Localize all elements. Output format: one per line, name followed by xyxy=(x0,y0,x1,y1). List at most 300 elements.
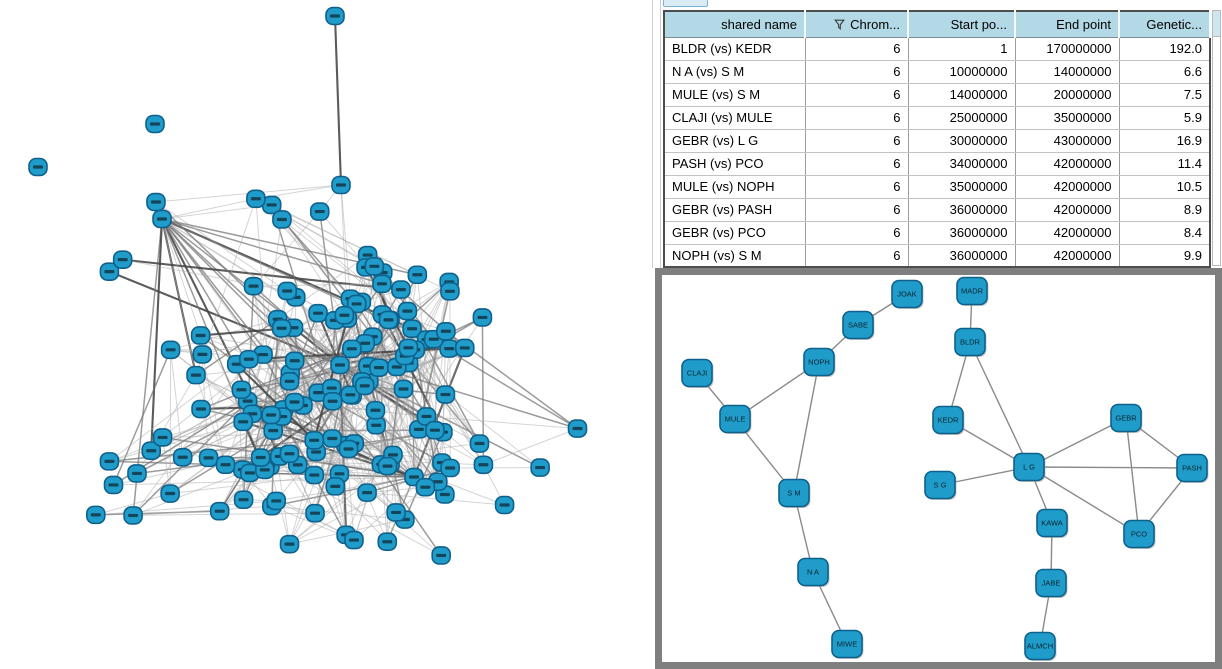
edge-table-panel xyxy=(661,0,1222,268)
network-node[interactable] xyxy=(105,476,123,493)
network-node[interactable] xyxy=(217,456,235,473)
cell-value[interactable]: 30000000 xyxy=(908,129,1015,152)
cell-value[interactable]: 35000000 xyxy=(1015,106,1119,129)
cell-value[interactable]: 6 xyxy=(805,175,908,198)
network-node[interactable] xyxy=(161,485,179,502)
cell-value[interactable]: 6 xyxy=(805,244,908,267)
column-header-chrom-[interactable] xyxy=(805,11,908,37)
panel-splitter[interactable] xyxy=(652,0,661,268)
node-label-smudge xyxy=(396,288,406,291)
network-node[interactable] xyxy=(114,251,132,268)
network-node[interactable] xyxy=(278,282,296,299)
network-node[interactable] xyxy=(286,352,304,369)
network-node[interactable] xyxy=(162,341,180,358)
cell-shared-name[interactable]: GEBR (vs) L G xyxy=(664,129,805,152)
cell-value[interactable]: 35000000 xyxy=(908,175,1015,198)
network-node[interactable] xyxy=(273,320,291,337)
cell-value[interactable]: 43000000 xyxy=(1015,129,1119,152)
column-header-label: shared name xyxy=(721,16,797,32)
network-node[interactable] xyxy=(331,357,349,374)
network-node[interactable] xyxy=(234,413,252,430)
network-node[interactable] xyxy=(345,532,363,549)
column-header-end-point[interactable] xyxy=(1015,11,1119,37)
cell-value[interactable]: 6 xyxy=(805,198,908,221)
node-label-smudge xyxy=(460,346,470,349)
node-label-smudge xyxy=(256,456,266,459)
node-label-smudge xyxy=(388,453,398,456)
table-row[interactable] xyxy=(664,83,1210,106)
node-label-smudge xyxy=(414,428,424,431)
table-row[interactable] xyxy=(664,175,1210,198)
node-label-smudge xyxy=(238,420,248,423)
network-node[interactable] xyxy=(474,456,492,473)
network-node[interactable] xyxy=(281,373,299,390)
cell-value[interactable]: 34000000 xyxy=(908,152,1015,175)
network-node[interactable] xyxy=(356,377,374,394)
network-node[interactable] xyxy=(426,422,444,439)
node-label-smudge xyxy=(311,450,321,453)
cell-value[interactable]: 6 xyxy=(805,60,908,83)
cell-value[interactable]: 36000000 xyxy=(908,244,1015,267)
network-node[interactable] xyxy=(779,480,811,509)
network-node[interactable] xyxy=(682,360,714,389)
node-label: MULE xyxy=(724,414,746,424)
node-label-smudge xyxy=(290,400,300,403)
node-label-smudge xyxy=(293,463,303,466)
edge-attribute-table xyxy=(663,10,1211,268)
network-node[interactable] xyxy=(100,453,118,470)
cell-value[interactable]: 36000000 xyxy=(908,221,1015,244)
network-node[interactable] xyxy=(1036,570,1068,599)
node-label-smudge xyxy=(383,465,393,468)
node-label-smudge xyxy=(327,386,337,389)
node-label-smudge xyxy=(573,427,583,430)
network-node[interactable] xyxy=(366,402,384,419)
node-label-smudge xyxy=(441,330,451,333)
node-label-smudge xyxy=(336,183,346,186)
table-row[interactable] xyxy=(664,152,1210,175)
node-label-smudge xyxy=(266,413,276,416)
node-label-smudge xyxy=(260,468,270,471)
node-label-smudge xyxy=(315,210,325,213)
vertical-scrollbar[interactable] xyxy=(1212,10,1221,266)
column-header-label: Chrom... xyxy=(850,16,900,32)
network-node[interactable] xyxy=(128,465,146,482)
cell-shared-name[interactable]: GEBR (vs) PCO xyxy=(664,221,805,244)
node-label-smudge xyxy=(150,122,160,125)
network-node[interactable] xyxy=(569,420,587,437)
node-label-smudge xyxy=(440,393,450,396)
cell-value[interactable]: 192.0 xyxy=(1119,37,1210,60)
network-node[interactable] xyxy=(392,281,410,298)
network-node[interactable] xyxy=(124,507,142,524)
network-node[interactable] xyxy=(1014,454,1046,483)
node-label-smudge xyxy=(166,348,176,351)
network-node[interactable] xyxy=(470,435,488,452)
node-label-smudge xyxy=(191,374,201,377)
node-label: GEBR xyxy=(1115,413,1137,423)
cell-value[interactable]: 7.5 xyxy=(1119,83,1210,106)
network-node[interactable] xyxy=(1037,510,1069,539)
cell-value[interactable]: 42000000 xyxy=(1015,152,1119,175)
node-label-smudge xyxy=(268,429,278,432)
network-node[interactable] xyxy=(441,283,459,300)
node-label-smudge xyxy=(249,285,259,288)
network-node[interactable] xyxy=(387,504,405,521)
node-label: L G xyxy=(1023,462,1035,472)
node-label-smudge xyxy=(339,314,349,317)
network-node[interactable] xyxy=(87,506,105,523)
table-row[interactable] xyxy=(664,37,1210,60)
node-label-smudge xyxy=(104,460,114,463)
network-edge[interactable] xyxy=(151,219,162,451)
node-label-smudge xyxy=(334,472,344,475)
node-label-smudge xyxy=(277,327,287,330)
network-node[interactable] xyxy=(798,559,830,588)
cell-value[interactable]: 10000000 xyxy=(908,60,1015,83)
cell-shared-name[interactable]: MULE (vs) NOPH xyxy=(664,175,805,198)
cell-shared-name[interactable]: MULE (vs) S M xyxy=(664,83,805,106)
node-label: PASH xyxy=(1182,463,1202,473)
network-node[interactable] xyxy=(192,327,210,344)
network-node[interactable] xyxy=(933,407,965,436)
node-label-smudge xyxy=(412,273,422,276)
network-node[interactable] xyxy=(843,312,875,341)
node-label: S G xyxy=(933,480,947,490)
node-label: NOPH xyxy=(808,357,830,367)
node-label: KAWA xyxy=(1041,518,1063,528)
node-label-smudge xyxy=(151,200,161,203)
node-label-smudge xyxy=(328,400,338,403)
node-label-smudge xyxy=(128,514,138,517)
node-label-smudge xyxy=(244,358,254,361)
cell-value[interactable]: 170000000 xyxy=(1015,37,1119,60)
node-label-smudge xyxy=(104,270,114,273)
cell-shared-name[interactable]: BLDR (vs) KEDR xyxy=(664,37,805,60)
network-node[interactable] xyxy=(211,503,229,520)
network-node[interactable] xyxy=(240,351,258,368)
node-label-smudge xyxy=(146,449,156,452)
subnetwork-canvas-bg xyxy=(662,275,1215,662)
node-label-smudge xyxy=(243,400,253,403)
cell-value[interactable]: 6 xyxy=(805,83,908,106)
cell-value[interactable]: 16.9 xyxy=(1119,129,1210,152)
network-node[interactable] xyxy=(804,349,836,378)
node-label-smudge xyxy=(429,338,439,341)
node-label-smudge xyxy=(91,513,101,516)
node-label-smudge xyxy=(132,472,142,475)
cell-value[interactable]: 10.5 xyxy=(1119,175,1210,198)
node-label-smudge xyxy=(33,165,43,168)
network-node[interactable] xyxy=(267,492,285,509)
network-edge[interactable] xyxy=(794,362,819,493)
column-header-label: End point xyxy=(1056,16,1111,32)
node-label-smudge xyxy=(327,437,337,440)
network-node[interactable] xyxy=(380,311,398,328)
node-label-smudge xyxy=(402,309,412,312)
table-row[interactable] xyxy=(664,221,1210,244)
network-node[interactable] xyxy=(531,459,549,476)
table-row[interactable] xyxy=(664,244,1210,267)
node-label-smudge xyxy=(157,217,167,220)
node-label-smudge xyxy=(369,265,379,268)
cell-value[interactable]: 14000000 xyxy=(908,83,1015,106)
network-node[interactable] xyxy=(473,309,491,326)
node-label-smudge xyxy=(221,463,231,466)
network-node[interactable] xyxy=(892,281,924,310)
cell-shared-name[interactable]: GEBR (vs) PASH xyxy=(664,198,805,221)
node-label-smudge xyxy=(391,511,401,514)
cell-value[interactable]: 6 xyxy=(805,152,908,175)
network-node[interactable] xyxy=(496,496,514,513)
cell-value[interactable]: 8.9 xyxy=(1119,198,1210,221)
node-label-smudge xyxy=(436,554,446,557)
subnetwork-panel xyxy=(655,268,1222,669)
network-node[interactable] xyxy=(358,484,376,501)
network-node[interactable] xyxy=(379,458,397,475)
cell-shared-name[interactable]: N A (vs) S M xyxy=(664,60,805,83)
node-label-smudge xyxy=(444,347,454,350)
table-scroll-tab[interactable] xyxy=(663,0,708,7)
network-node[interactable] xyxy=(441,460,459,477)
network-edge[interactable] xyxy=(970,342,1029,467)
node-label-smudge xyxy=(409,475,419,478)
network-node[interactable] xyxy=(146,116,164,133)
node-label-smudge xyxy=(284,452,294,455)
cell-value[interactable]: 36000000 xyxy=(908,198,1015,221)
network-node[interactable] xyxy=(286,394,304,411)
network-node[interactable] xyxy=(280,445,298,462)
node-label-smudge xyxy=(371,424,381,427)
network-node[interactable] xyxy=(252,449,270,466)
node-label-smudge xyxy=(196,407,206,410)
column-header-start-po-[interactable] xyxy=(908,11,1015,37)
network-node[interactable] xyxy=(340,441,358,458)
node-label-smudge xyxy=(363,253,373,256)
column-header-shared-name[interactable] xyxy=(664,11,805,37)
cell-value[interactable]: 25000000 xyxy=(908,106,1015,129)
cell-value[interactable]: 6.6 xyxy=(1119,60,1210,83)
network-edge[interactable] xyxy=(335,16,341,185)
network-node[interactable] xyxy=(720,406,752,435)
table-row[interactable] xyxy=(664,106,1210,129)
node-label-smudge xyxy=(330,485,340,488)
cell-value[interactable]: 5.9 xyxy=(1119,106,1210,129)
node-label-smudge xyxy=(196,334,206,337)
network-node[interactable] xyxy=(247,190,265,207)
network-node[interactable] xyxy=(281,536,299,553)
scrollbar-corner xyxy=(1213,11,1220,37)
cell-value[interactable]: 6 xyxy=(805,106,908,129)
node-label-smudge xyxy=(349,538,359,541)
network-node[interactable] xyxy=(408,266,426,283)
node-label: BLDR xyxy=(959,337,981,347)
node-label-smudge xyxy=(277,218,287,221)
node-label: PCO xyxy=(1130,529,1148,539)
node-label-smudge xyxy=(118,258,128,261)
cell-value[interactable]: 42000000 xyxy=(1015,221,1119,244)
network-node[interactable] xyxy=(326,478,344,495)
network-edge[interactable] xyxy=(1029,467,1192,468)
network-node[interactable] xyxy=(324,393,342,410)
network-node[interactable] xyxy=(200,449,218,466)
network-node[interactable] xyxy=(955,329,987,358)
cell-value[interactable]: 14000000 xyxy=(1015,60,1119,83)
node-label-smudge xyxy=(345,393,355,396)
network-node[interactable] xyxy=(399,339,417,356)
node-label-smudge xyxy=(178,456,188,459)
cell-value[interactable]: 20000000 xyxy=(1015,83,1119,106)
network-node[interactable] xyxy=(305,467,323,484)
node-label: ALMCH xyxy=(1026,641,1054,651)
network-node[interactable] xyxy=(925,472,957,501)
node-label-smudge xyxy=(344,447,354,450)
network-node[interactable] xyxy=(232,381,250,398)
network-node[interactable] xyxy=(1177,455,1209,484)
cell-value[interactable]: 42000000 xyxy=(1015,198,1119,221)
network-node[interactable] xyxy=(311,203,329,220)
network-node[interactable] xyxy=(436,386,454,403)
node-label-smudge xyxy=(392,365,402,368)
network-node[interactable] xyxy=(323,430,341,447)
network-node[interactable] xyxy=(29,159,47,176)
cell-shared-name[interactable]: PASH (vs) PCO xyxy=(664,152,805,175)
table-row[interactable] xyxy=(664,60,1210,83)
column-header-genetic-[interactable] xyxy=(1119,11,1210,37)
network-node[interactable] xyxy=(187,367,205,384)
network-node[interactable] xyxy=(370,359,388,376)
column-header-label: Start po... xyxy=(950,16,1007,32)
network-node[interactable] xyxy=(1025,633,1057,662)
cell-value[interactable]: 42000000 xyxy=(1015,175,1119,198)
network-node[interactable] xyxy=(153,211,171,228)
node-label-smudge xyxy=(382,540,392,543)
network-node[interactable] xyxy=(957,278,989,307)
node-label-smudge xyxy=(158,436,168,439)
node-label-smudge xyxy=(384,318,394,321)
network-node[interactable] xyxy=(335,307,353,324)
network-edge[interactable] xyxy=(156,202,278,319)
node-label-smudge xyxy=(421,415,431,418)
node-label-smudge xyxy=(377,282,387,285)
network-node[interactable] xyxy=(306,505,324,522)
network-node[interactable] xyxy=(174,449,192,466)
node-label-smudge xyxy=(330,14,340,17)
node-label-smudge xyxy=(313,312,323,315)
network-node[interactable] xyxy=(437,323,455,340)
node-label: JABE xyxy=(1041,578,1061,588)
cell-value[interactable]: 11.4 xyxy=(1119,152,1210,175)
cell-value[interactable]: 42000000 xyxy=(1015,244,1119,267)
node-label-smudge xyxy=(109,483,119,486)
node-label-smudge xyxy=(335,363,345,366)
network-node[interactable] xyxy=(456,339,474,356)
node-label-smudge xyxy=(309,439,319,442)
network-node[interactable] xyxy=(343,340,361,357)
cell-value[interactable]: 6 xyxy=(805,37,908,60)
cell-shared-name[interactable]: CLAJI (vs) MULE xyxy=(664,106,805,129)
node-label-smudge xyxy=(236,388,246,391)
network-node[interactable] xyxy=(235,491,253,508)
node-label: SABE xyxy=(847,320,869,330)
node-label-smudge xyxy=(267,203,277,206)
network-node[interactable] xyxy=(192,401,210,418)
network-node[interactable] xyxy=(398,303,416,320)
network-node[interactable] xyxy=(365,258,383,275)
node-label: S M xyxy=(787,488,801,498)
network-node[interactable] xyxy=(193,346,211,363)
node-label-smudge xyxy=(245,471,255,474)
node-label-smudge xyxy=(285,543,295,546)
network-edge[interactable] xyxy=(1126,418,1139,534)
node-label-smudge xyxy=(258,353,268,356)
network-node[interactable] xyxy=(305,432,323,449)
network-node[interactable] xyxy=(326,8,344,25)
node-label-smudge xyxy=(347,347,357,350)
node-label: MADR xyxy=(960,286,984,296)
node-label-smudge xyxy=(370,409,380,412)
node-label-smudge xyxy=(310,512,320,515)
network-node[interactable] xyxy=(432,547,450,564)
node-label-smudge xyxy=(215,510,225,513)
node-label-smudge xyxy=(352,302,362,305)
node-label: KEDR xyxy=(937,415,959,425)
node-label-smudge xyxy=(165,492,175,495)
network-node[interactable] xyxy=(373,275,391,292)
network-node[interactable] xyxy=(245,278,263,295)
node-label: N A xyxy=(806,567,820,577)
cell-value[interactable]: 1 xyxy=(908,37,1015,60)
cell-shared-name[interactable]: NOPH (vs) S M xyxy=(664,244,805,267)
network-node[interactable] xyxy=(309,305,327,322)
network-node[interactable] xyxy=(147,194,165,211)
filter-icon[interactable] xyxy=(834,19,845,30)
node-label-smudge xyxy=(477,316,487,319)
node-label-smudge xyxy=(271,499,281,502)
node-label: JOAK xyxy=(897,289,917,299)
network-node[interactable] xyxy=(262,407,280,424)
network-node[interactable] xyxy=(378,533,396,550)
node-label: MIWE xyxy=(836,639,858,649)
cell-value[interactable]: 9.9 xyxy=(1119,244,1210,267)
node-label-smudge xyxy=(440,493,450,496)
network-node[interactable] xyxy=(394,380,412,397)
node-label-smudge xyxy=(285,380,295,383)
node-label-smudge xyxy=(309,473,319,476)
node-label-smudge xyxy=(204,456,214,459)
node-label-smudge xyxy=(290,359,300,362)
network-node[interactable] xyxy=(273,211,291,228)
network-node[interactable] xyxy=(832,631,864,660)
node-label-smudge xyxy=(474,442,484,445)
subnetwork-canvas[interactable] xyxy=(662,275,1215,662)
node-label-smudge xyxy=(420,486,430,489)
cell-value[interactable]: 6 xyxy=(805,221,908,244)
node-label-smudge xyxy=(500,503,510,506)
network-node[interactable] xyxy=(416,479,434,496)
node-label-smudge xyxy=(251,197,261,200)
cell-value[interactable]: 8.4 xyxy=(1119,221,1210,244)
cell-value[interactable]: 6 xyxy=(805,129,908,152)
network-node[interactable] xyxy=(332,177,350,194)
node-label-smudge xyxy=(282,289,292,292)
table-row[interactable] xyxy=(664,198,1210,221)
node-label-smudge xyxy=(430,429,440,432)
network-node[interactable] xyxy=(1111,405,1143,434)
network-node[interactable] xyxy=(154,429,172,446)
table-row[interactable] xyxy=(664,129,1210,152)
network-node[interactable] xyxy=(1124,521,1156,550)
